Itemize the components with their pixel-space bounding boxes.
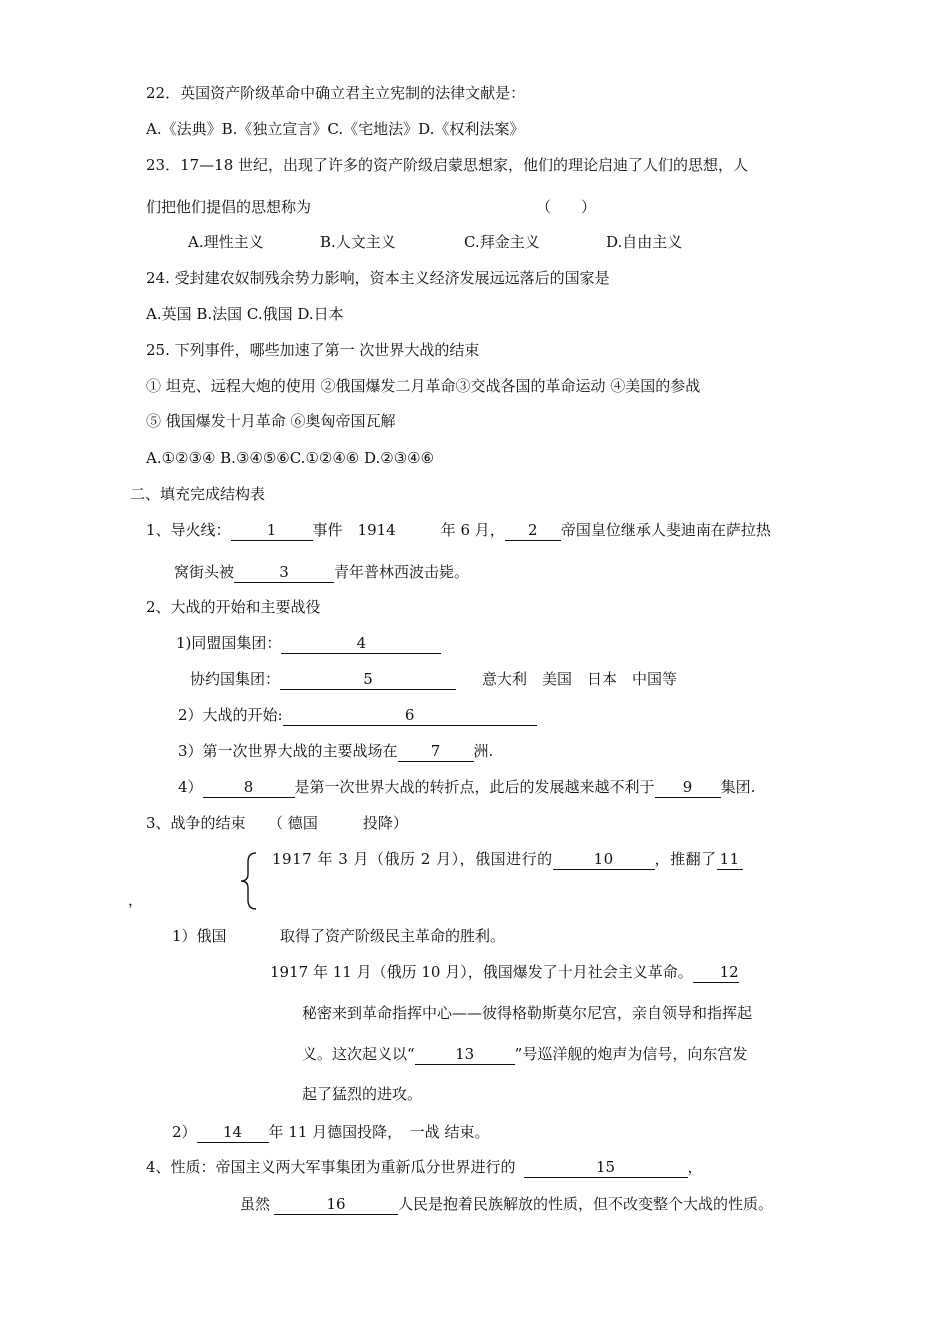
fuse-line-1 xyxy=(146,520,771,541)
oct-revolution-text: 1917 年 11 月（俄历 10 月），俄国爆发了十月社会主义革命。 xyxy=(270,963,693,981)
germany-surrender-text: 年 11 月德国投降， 一战 结束。 xyxy=(268,1123,490,1141)
nature-text-b: 人民是抱着民族解放的性质，但不改变整个大战的性质。 xyxy=(398,1195,774,1213)
oct-revolution-line xyxy=(270,962,739,983)
q23-option-d: D.自由主义 xyxy=(606,233,683,251)
blank-12: 12 xyxy=(693,964,739,983)
blank-16: 16 xyxy=(274,1196,398,1215)
oct-revolution-line-3 xyxy=(302,1044,747,1065)
blank-7: 7 xyxy=(398,743,474,762)
war-start-label: 2）大战的开始: xyxy=(178,706,283,724)
blank-10: 10 xyxy=(553,851,655,870)
blank-14: 14 xyxy=(197,1124,269,1143)
brace-icon xyxy=(238,852,258,910)
q22-options: A.《法典》B.《独立宣言》C.《宅地法》D.《权利法案》 xyxy=(146,120,525,138)
blank-8: 8 xyxy=(203,779,295,798)
fuse-text-a: 事件 1914 年 6 月， xyxy=(312,521,505,539)
bourgeois-victory: 取得了资产阶级民主革命的胜利。 xyxy=(280,927,506,945)
blank-1: 1 xyxy=(231,522,313,541)
uprising-text-b: ”号巡洋舰的炮声为信号，向东宫发 xyxy=(514,1045,748,1063)
feb-revolution-text: 1917 年 3 月（俄历 2 月），俄国进行的 xyxy=(272,850,553,868)
fuse-line-2 xyxy=(174,562,469,583)
nature-line-1 xyxy=(146,1157,703,1178)
entente-line xyxy=(190,669,677,690)
q22-stem: 22．英国资产阶级革命中确立君主立宪制的法律文献是： xyxy=(146,84,526,102)
section2-title: 二、填充完成结构表 xyxy=(130,485,266,503)
main-battlefield-suffix: 洲. xyxy=(473,742,494,760)
q25-stem: 25. 下列事件，哪些加速了第一 次世界大战的结束 xyxy=(146,341,480,359)
q23-stem-1: 23．17—18 世纪，出现了许多的资产阶级启蒙思想家，他们的理论启迪了人们的思想，人 xyxy=(146,156,749,174)
main-battlefield-line xyxy=(178,741,493,762)
blank-13: 13 xyxy=(415,1046,515,1065)
blank-11: 11 xyxy=(717,851,743,870)
feb-revolution-text-b: ，推翻了 xyxy=(654,850,717,868)
uprising-text: 义。这次起义以“ xyxy=(302,1045,415,1063)
central-powers-line xyxy=(176,633,441,654)
turning-point-text: 是第一次世界大战的转折点，此后的发展越来越不利于 xyxy=(294,778,655,796)
q23-stem-2: 们把他们提倡的思想称为 xyxy=(146,198,312,216)
q23-option-c: C.拜金主义 xyxy=(464,233,540,251)
nature-comma: ， xyxy=(687,1158,703,1176)
nature-text-a: 虽然 xyxy=(240,1195,271,1213)
entente-label: 协约国集团： xyxy=(190,670,281,688)
q25-items-2: ⑤ 俄国爆发十月革命 ⑥奥匈帝国瓦解 xyxy=(146,412,396,430)
fuse-text-d: 青年普林西波击毙。 xyxy=(334,563,470,581)
blank-9: 9 xyxy=(655,779,721,798)
blank-5: 5 xyxy=(280,671,456,690)
turning-point-prefix: 4） xyxy=(178,778,203,796)
blank-15: 15 xyxy=(524,1159,688,1178)
blank-2: 2 xyxy=(505,522,561,541)
fuse-text-c: 窝街头被 xyxy=(174,563,235,581)
q23-option-a: A.理性主义 xyxy=(188,233,264,251)
feb-revolution-line xyxy=(272,849,743,870)
turning-point-line xyxy=(178,777,755,798)
blank-3: 3 xyxy=(234,564,334,583)
entente-members: 意大利 美国 日本 中国等 xyxy=(482,670,678,688)
q25-options: A.①②③④ B.③④⑤⑥C.①②④⑥ D.②③④⑥ xyxy=(146,449,435,467)
battles-title: 2、大战的开始和主要战役 xyxy=(146,598,321,616)
nature-line-2 xyxy=(240,1194,773,1215)
q23-option-b: B.人文主义 xyxy=(320,233,396,251)
oct-revolution-line-4: 起了猛烈的进攻。 xyxy=(302,1085,423,1103)
nature-label: 4、性质：帝国主义两大军事集团为重新瓜分世界进行的 xyxy=(146,1158,516,1176)
main-battlefield-label: 3）第一次世界大战的主要战场在 xyxy=(178,742,398,760)
stray-comma: ， xyxy=(128,891,144,909)
q24-options: A.英国 B.法国 C.俄国 D.日本 xyxy=(146,305,344,323)
blank-6: 6 xyxy=(283,707,537,726)
germany-surrender-prefix: 2） xyxy=(172,1123,197,1141)
q24-stem: 24. 受封建农奴制残余势力影响，资本主义经济发展远远落后的国家是 xyxy=(146,269,610,287)
oct-revolution-line-2: 秘密来到革命指挥中心——彼得格勒斯莫尔尼宫，亲自领导和指挥起 xyxy=(302,1004,753,1022)
russia-label: 1）俄国 xyxy=(172,927,227,945)
q23-paren: （ ） xyxy=(536,198,597,216)
fuse-text-b: 帝国皇位继承人斐迪南在萨拉热 xyxy=(560,521,771,539)
war-start-line xyxy=(178,705,537,726)
blank-4: 4 xyxy=(281,635,441,654)
war-end-title: 3、战争的结束 （ 德国 投降） xyxy=(146,814,408,832)
turning-point-suffix: 集团. xyxy=(720,778,756,796)
central-powers-label: 1)同盟国集团： xyxy=(176,634,282,652)
germany-surrender-line xyxy=(172,1122,489,1143)
q25-items-1: ① 坦克、远程大炮的使用 ②俄国爆发二月革命③交战各国的革命运动 ④美国的参战 xyxy=(146,377,701,395)
fuse-label: 1、导火线： xyxy=(146,521,231,539)
